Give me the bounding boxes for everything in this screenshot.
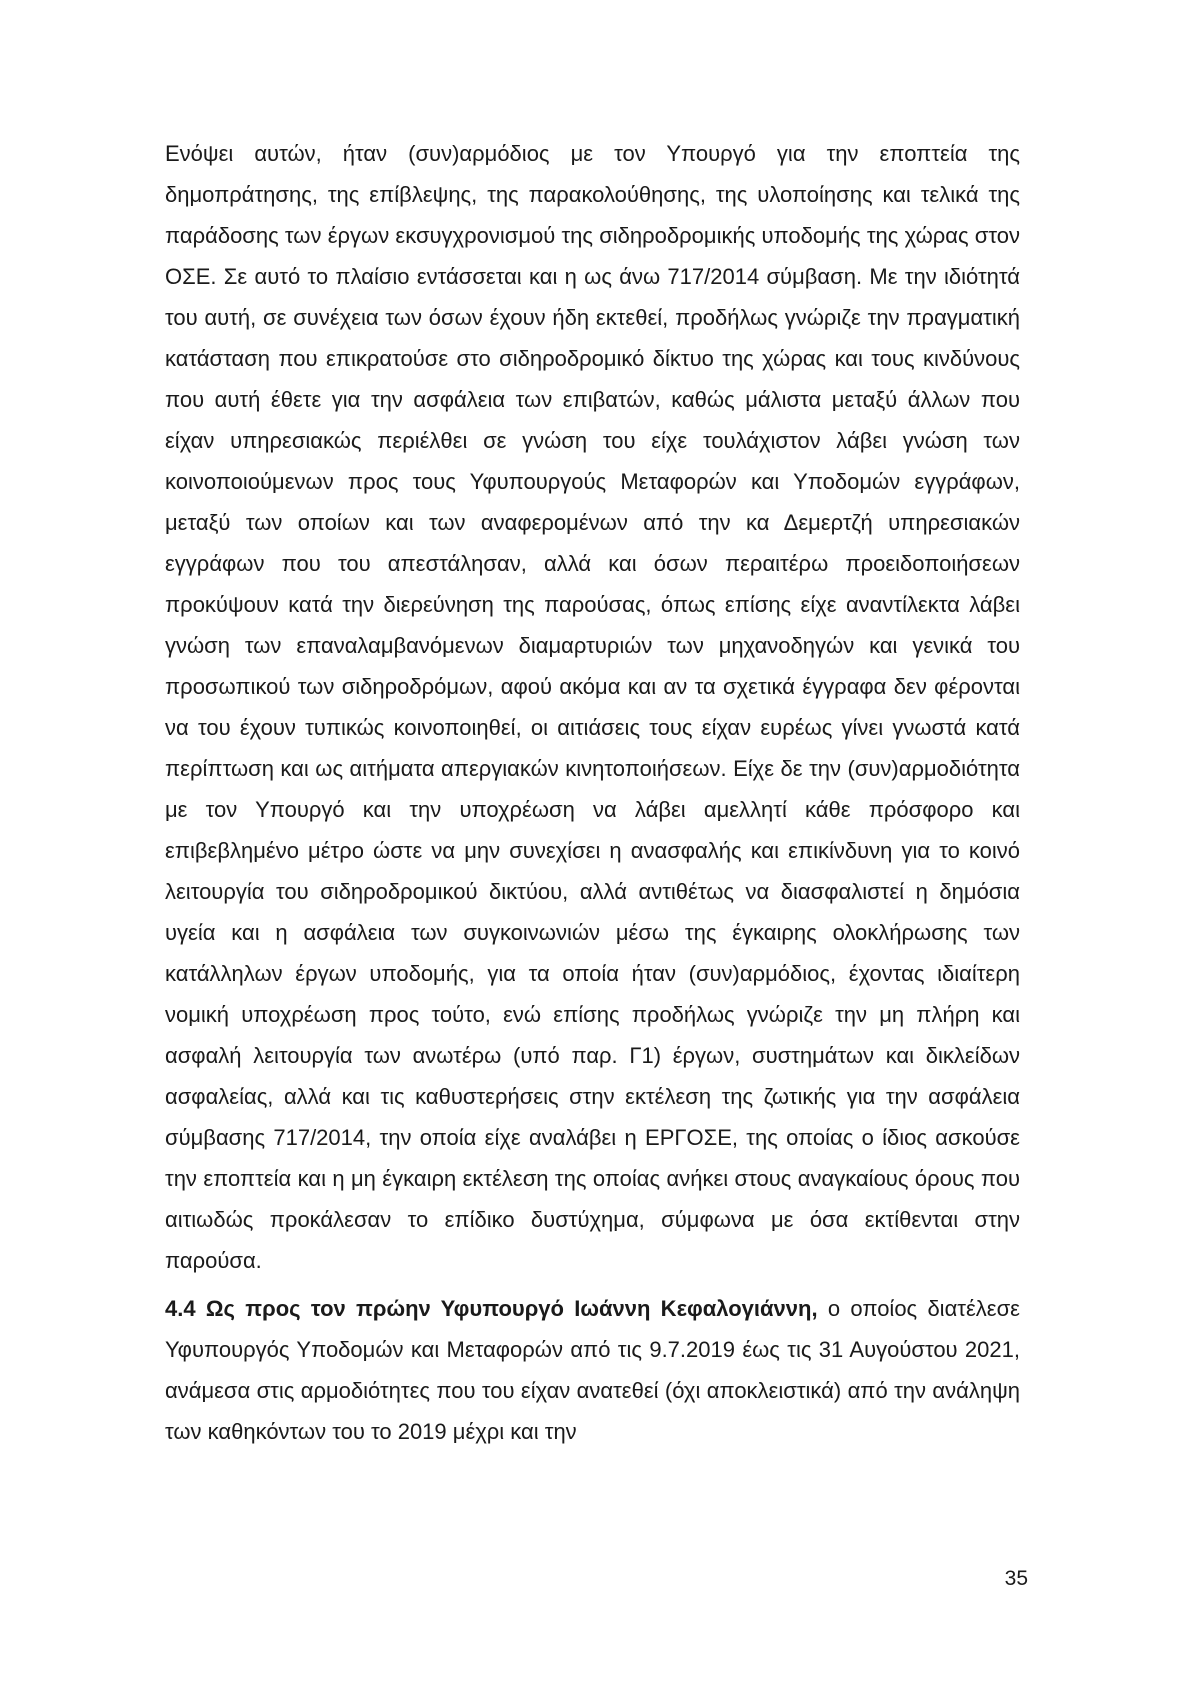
- text-block: [165, 133, 1020, 1452]
- section-heading-4-4: 4.4 Ως προς τον πρώην Υφυπουργό Ιωάννη Κεφαλογιάννη,: [165, 1296, 818, 1321]
- section-body-text: ο οποίος διατέλεσε Υφυπουργός Υποδομών και Μεταφορών από τις 9.7.2019 έως τις 31 Αυγούστου 2021, ανάμεσα στις αρμοδιότητες που του είχαν ανατεθεί (όχι αποκλειστικά) από την ανάληψη των καθηκόντων του το 2019 μέχρι και την: [165, 1296, 1020, 1444]
- paragraph-main: Ενόψει αυτών, ήταν (συν)αρμόδιος με τον Υπουργό για την εποπτεία της δημοπράτησης, της επίβλεψης, της παρακολούθησης, της υλοποίησης και τελικά της παράδοσης των έργων εκσυγχρονισμού της σιδηροδρομικής υποδομής της χώρας στον ΟΣΕ. Σε αυτό το πλαίσιο εντάσσεται και η ως άνω 717/2014 σύμβαση. Με την ιδιότητά του αυτή, σε συνέχεια των όσων έχουν ήδη εκτεθεί, προδήλως γνώριζε την πραγματική κατάσταση που επικρατούσε στο σιδηροδρομικό δίκτυο της χώρας και τους κινδύνους που αυτή έθετε για την ασφάλεια των επιβατών, καθώς μάλιστα μεταξύ άλλων που είχαν υπηρεσιακώς περιέλθει σε γνώση του είχε τουλάχιστον λάβει γνώση των κοινοποιούμενων προς τους Υφυπουργούς Μεταφορών και Υποδομών εγγράφων, μεταξύ των οποίων και των αναφερομένων από την κα Δεμερτζή υπηρεσιακών εγγράφων που του απεστάλησαν, αλλά και όσων περαιτέρω προειδοποιήσεων προκύψουν κατά την διερεύνηση της παρούσας, όπως επίσης είχε αναντίλεκτα λάβει γνώση των επαναλαμβανόμενων διαμαρτυριών των μηχανοδηγών και γενικά του προσωπικού των σιδηροδρόμων, αφού ακόμα και αν τα σχετικά έγγραφα δεν φέρονται να του έχουν τυπικώς κοινοποιηθεί, οι αιτιάσεις τους είχαν ευρέως γίνει γνωστά κατά περίπτωση και ως αιτήματα απεργιακών κινητοποιήσεων. Είχε δε την (συν)αρμοδιότητα με τον Υπουργό και την υποχρέωση να λάβει αμελλητί κάθε πρόσφορο και επιβεβλημένο μέτρο ώστε να μην συνεχίσει η ανασφαλής και επικίνδυνη για το κοινό λειτουργία του σιδηροδρομικού δικτύου, αλλά αντιθέτως να διασφαλιστεί η δημόσια υγεία και η ασφάλεια των συγκοινωνιών μέσω της έγκαιρης ολοκλήρωσης των κατάλληλων έργων υποδομής, για τα οποία ήταν (συν)αρμόδιος, έχοντας ιδιαίτερη νομική υποχρέωση προς τούτο, ενώ επίσης προδήλως γνώριζε την μη πλήρη και ασφαλή λειτουργία των ανωτέρω (υπό παρ. Γ1) έργων, συστημάτων και δικλείδων ασφαλείας, αλλά και τις καθυστερήσεις στην εκτέλεση της ζωτικής για την ασφάλεια σύμβασης 717/2014, την οποία είχε αναλάβει η ΕΡΓΟΣΕ, της οποίας ο ίδιος ασκούσε την εποπτεία και η μη έγκαιρη εκτέλεση της οποίας ανήκει στους αναγκαίους όρους που αιτιωδώς προκάλεσαν το επίδικο δυστύχημα, σύμφωνα με όσα εκτίθενται στην παρούσα.: [165, 141, 1020, 1273]
- page-number: 35: [1004, 1567, 1028, 1590]
- paragraph-section-4-4: [165, 1288, 1020, 1452]
